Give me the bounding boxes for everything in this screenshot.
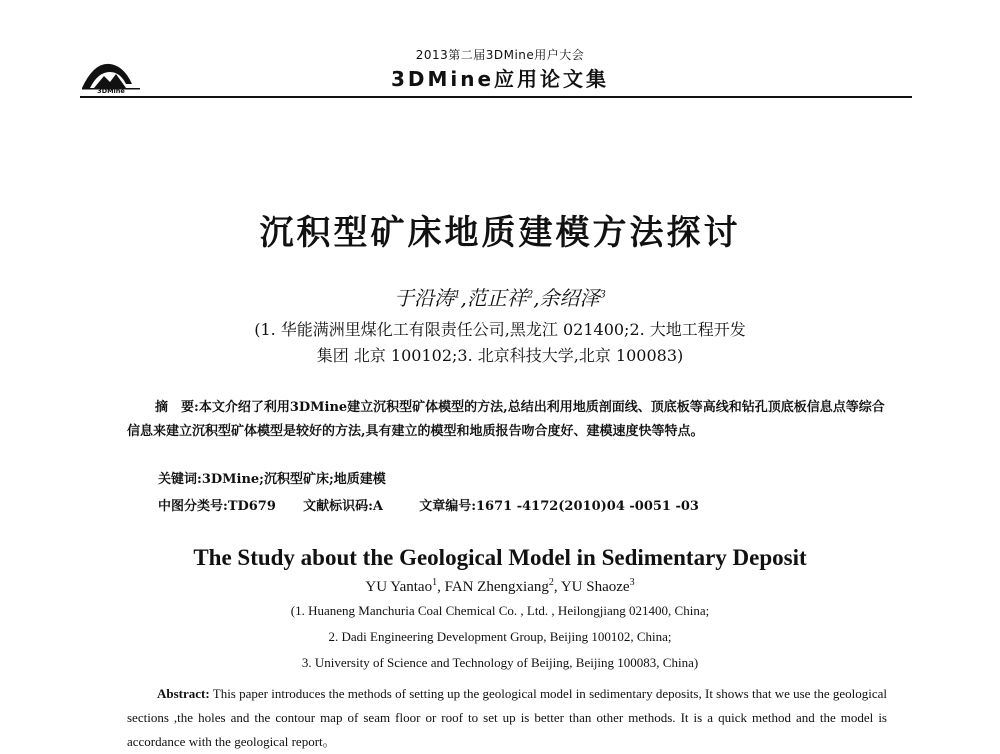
abstract-cn-label: 摘 要: [155,400,199,415]
series-title: 3DMine应用论文集 [390,67,610,91]
doc-code-value: A [372,499,383,514]
classification-line [158,495,699,514]
author-en-1: YU Yantao [365,579,433,595]
article-no-label: 文章编号: [419,499,476,514]
classification-value: TD679 [227,499,276,514]
author-cn-3: 余绍泽 [539,286,600,310]
affiliations-cn-line1: (1. 华能满洲里煤化工有限责任公司,黑龙江 021400;2. 大地工程开发 [254,320,746,339]
author-cn-2-sup: 2 [526,289,534,301]
article-no-value: 1671 -4172(2010)04 -0051 -03 [476,499,699,514]
authors-cn: 于沿涛$^1$,范正祥$^2$,余绍泽$^3$ [394,286,606,310]
header-rule [80,96,912,98]
affiliations-cn-line2: 集团 北京 100102;3. 北京科技大学,北京 100083) [316,346,684,365]
abstract-en-text: This paper introduces the methods of setting up the geological model in sedimentary deposits, It shows that we use the geological sections ,the holes and the contour map of seam floor or roof to set up is better than other methods. It is a quick method and the model is accordance with the geological report。 [127,686,888,749]
abstract-cn [127,396,892,444]
doc-code-label: 文献标识码: [303,499,373,514]
author-en-2-sup: 2 [548,577,554,588]
keywords-text: 3DMine;沉积型矿床;地质建模 [201,472,386,487]
logo-text: 3DMine [97,87,125,94]
paper-title-cn: 沉积型矿床地质建模方法探讨 [259,213,741,253]
affiliation-en-2: 2. Dadi Engineering Development Group, Beijing 100102, China; [328,629,672,644]
keywords-label: 关键词: [158,472,202,487]
keywords [158,468,386,487]
abstract-cn-text: 本文介绍了利用3DMine建立沉积型矿体模型的方法,总结出利用地质剖面线、顶底板等高线和钻孔顶底板信息点等综合信息来建立沉积型矿体模型是较好的方法,具有建立的模型和地质报告吻合度好、建模速度快等特点。 [127,400,885,439]
author-cn-3-sup: 3 [599,289,606,301]
author-en-1-sup: 1 [432,577,438,588]
paper-title-en: The Study about the Geological Model in Sedimentary Deposit [193,545,807,570]
classification-label: 中图分类号: [158,499,228,514]
author-cn-1-sup: 1 [454,289,461,301]
conference-name: 2013第二届3DMine用户大会 [415,48,585,62]
affiliation-en-1: (1. Huaneng Manchuria Coal Chemical Co. , Ltd. , Heilongjiang 021400, China; [290,603,710,618]
author-en-2: FAN Zhengxiang [444,579,549,595]
author-cn-1: 于沿涛 [394,286,455,310]
author-en-3-sup: 3 [629,577,635,588]
abstract-en-label: Abstract: [157,686,210,701]
affiliation-en-3: 3. University of Science and Technology of Beijing, Beijing 100083, China) [301,655,699,670]
author-en-3: YU Shaoze [560,579,630,595]
authors-en: YU Yantao$^1$, FAN Zhengxiang$^2$, YU Shaoze$^3$ [365,577,635,595]
author-cn-2: 范正祥 [466,286,527,310]
abstract-en [127,682,887,754]
